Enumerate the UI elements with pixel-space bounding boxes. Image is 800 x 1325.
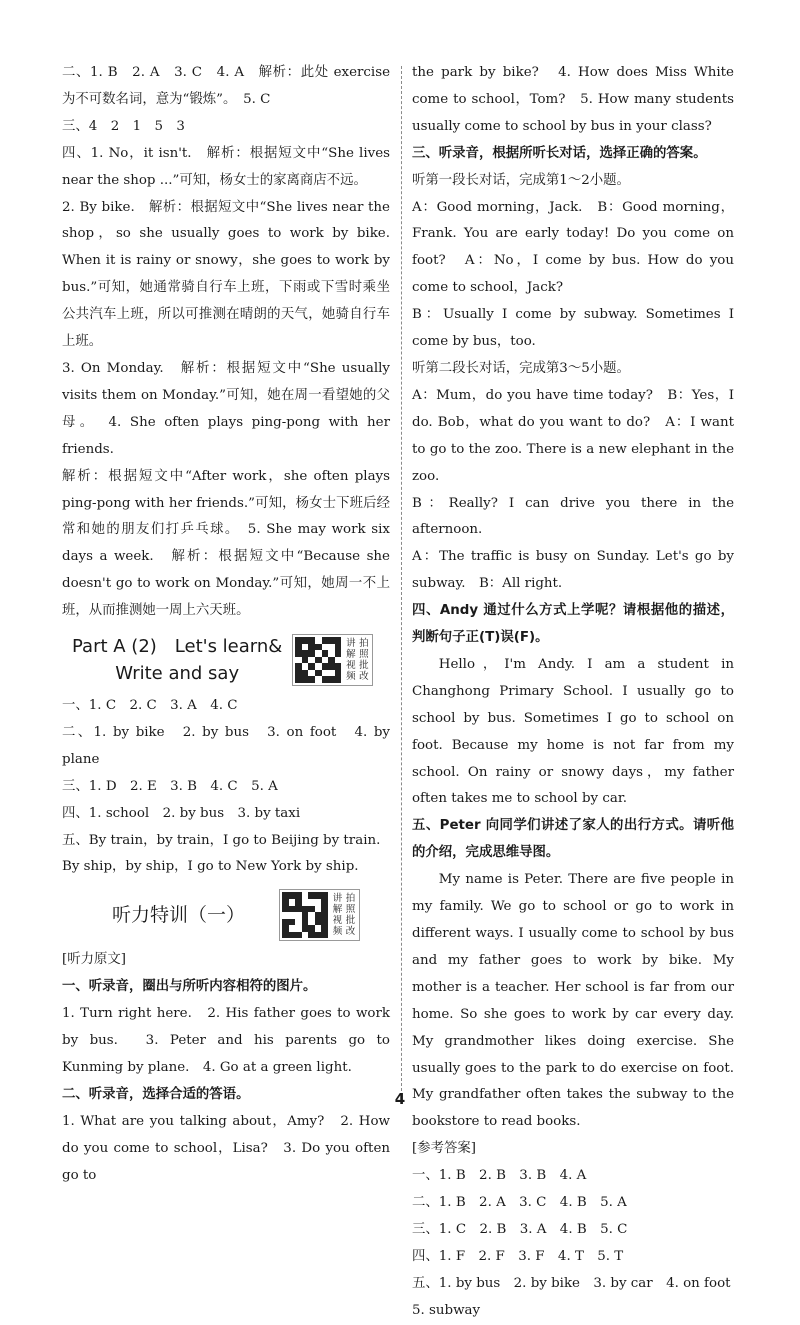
qr-code-icon[interactable] <box>295 637 341 683</box>
answer-line: 三、4 2 1 5 3 <box>62 118 185 134</box>
passage-paragraph: Hello，I'm Andy. I am a student in Changhong Primary School. I usually go to school by bus. Sometimes I go to school on foot. Because my home is not far from my school. On rainy or snowy days，my father often takes me to school by car. <box>412 656 734 807</box>
dialogue-line: B：Usually I come by subway. Sometimes I come by bus，too. <box>412 307 734 350</box>
question-heading: 四、Andy 通过什么方式上学呢？请根据他的描述，判断句子正(T)误(F)。 <box>412 603 734 646</box>
qr-label: 讲 拍 解 照 视 批 频 改 <box>332 893 356 938</box>
answer-line: 一、1. C 2. C 3. A 4. C <box>62 698 238 714</box>
question-heading: 一、听录音，圈出与所听内容相符的图片。 <box>62 979 317 995</box>
answer-line: 5. subway <box>412 1302 481 1318</box>
answer-line: 三、1. D 2. E 3. B 4. C 5. A <box>62 778 278 794</box>
right-column <box>412 60 734 1325</box>
qr-label: 讲 拍 解 照 视 批 频 改 <box>346 638 369 683</box>
page-number: 4 <box>394 1090 406 1108</box>
passage-paragraph: My name is Peter. There are five people in my family. We go to school or go to work in different ways. I usually come to school by bus and my father goes to work by bike. My mother is a teacher. Her school is far from our home. So she goes to work by car every day. My grandmother likes doing exercise. She usually goes to the park to do exercise on foot. My grandfather often takes the subway to the bookstore to read books. <box>412 872 734 1130</box>
transcript-line: the park by bike? 4. How does Miss White come to school，Tom? 5. How many students usually come to school by bus in your class? <box>412 65 734 134</box>
section-title-line-2: Write and say <box>115 663 240 685</box>
answer-line: 一、1. B 2. B 3. B 4. A <box>412 1168 587 1184</box>
question-heading: 五、Peter 向同学们讲述了家人的出行方式。请听他的介绍，完成思维导图。 <box>412 818 734 861</box>
answer-line: 五、1. by bus 2. by bike 3. by car 4. on foot <box>412 1275 731 1291</box>
transcript-line: 听第一段长对话，完成第1～2小题。 <box>412 172 630 188</box>
section-label: [参考答案] <box>412 1141 477 1157</box>
transcript-line: 1. Turn right here. 2. His father goes to work by bus. 3. Peter and his parents go to Kunming by plane. 4. Go at a green light. <box>62 1006 390 1075</box>
qr-code-block[interactable] <box>292 634 373 686</box>
question-heading: 二、听录音，选择合适的答语。 <box>62 1086 250 1102</box>
dialogue-line: A：The traffic is busy on Sunday. Let's go by subway. B：All right. <box>412 549 734 592</box>
qr-code-block[interactable] <box>279 889 360 941</box>
transcript-line: 1. What are you talking about，Amy? 2. How do you come to school，Lisa? 3. Do you often go to <box>62 1113 390 1183</box>
transcript-line: 听第二段长对话，完成第3～5小题。 <box>412 360 630 376</box>
answer-line: 二、1. B 2. A 3. C 4. A 解析：此处 exercise 为不可数名词，意为“锻炼”。 5. C <box>62 65 390 107</box>
section-header-part-a <box>72 633 390 687</box>
answer-line: 2. By bike. 解析：根据短文中“She lives near the shop，so she usually goes to work by bike. When it is rainy or snowy，she goes to work by bus.”可知，她通常骑自行车上班，下雨或下雪时乘坐公共汽车上班，所以可推测在晴朗的天气，她骑自行车上班。 <box>62 199 390 350</box>
dialogue-line: B：Really? I can drive you there in the afternoon. <box>412 495 734 538</box>
answer-line: 解析：根据短文中“After work，she often plays ping-pong with her friends.”可知，杨女士下班后经常和她的朋友们打乒乓球。 5. She may work six days a week. 解析：根据短文中“Because she doesn't go to work on Monday.”可知，她周一不上班，从而推测她一周上六天班。 <box>62 468 390 619</box>
answer-line: 四、1. No，it isn't. 解析：根据短文中“She lives near the shop ...”可知，杨女士的家离商店不远。 <box>62 145 390 188</box>
section-title-line-1: Part A (2) Let's learn& <box>72 636 283 658</box>
section-title-part-a <box>72 633 282 687</box>
answer-line: 二、1. by bike 2. by bus 3. on foot 4. by plane <box>62 724 390 767</box>
answer-line: By ship，by ship，I go to New York by ship. <box>62 859 359 875</box>
answer-line: 五、By train，by train，I go to Beijing by train. <box>62 832 381 848</box>
qr-code-icon[interactable] <box>282 892 328 938</box>
answer-line: 3. On Monday. 解析：根据短文中“She usually visits them on Monday.”可知，她在周一看望她的父母。 4. She often plays ping-pong with her friends. <box>62 360 390 457</box>
dialogue-line: A：Mum，do you have time today? B：Yes，I do. Bob，what do you want to do? A：I want to go to the zoo. There is a new elephant in the zoo. <box>412 387 734 484</box>
answer-line: 三、1. C 2. B 3. A 4. B 5. C <box>412 1221 628 1237</box>
dialogue-line: A：Good morning，Jack. B：Good morning，Frank. You are early today! Do you come on foot? A：No，I come by bus. How do you come to school，Jack? <box>412 199 734 296</box>
column-divider <box>401 66 402 1096</box>
answer-line: 四、1. F 2. F 3. F 4. T 5. T <box>412 1248 624 1264</box>
section-header-listening <box>112 889 390 941</box>
answer-line: 二、1. B 2. A 3. C 4. B 5. A <box>412 1195 627 1211</box>
section-title-listening: 听力特训（一） <box>112 903 246 926</box>
answer-line: 四、1. school 2. by bus 3. by taxi <box>62 805 301 821</box>
question-heading: 三、听录音，根据所听长对话，选择正确的答案。 <box>412 145 707 161</box>
left-column <box>62 60 390 1190</box>
section-label: [听力原文] <box>62 952 127 968</box>
